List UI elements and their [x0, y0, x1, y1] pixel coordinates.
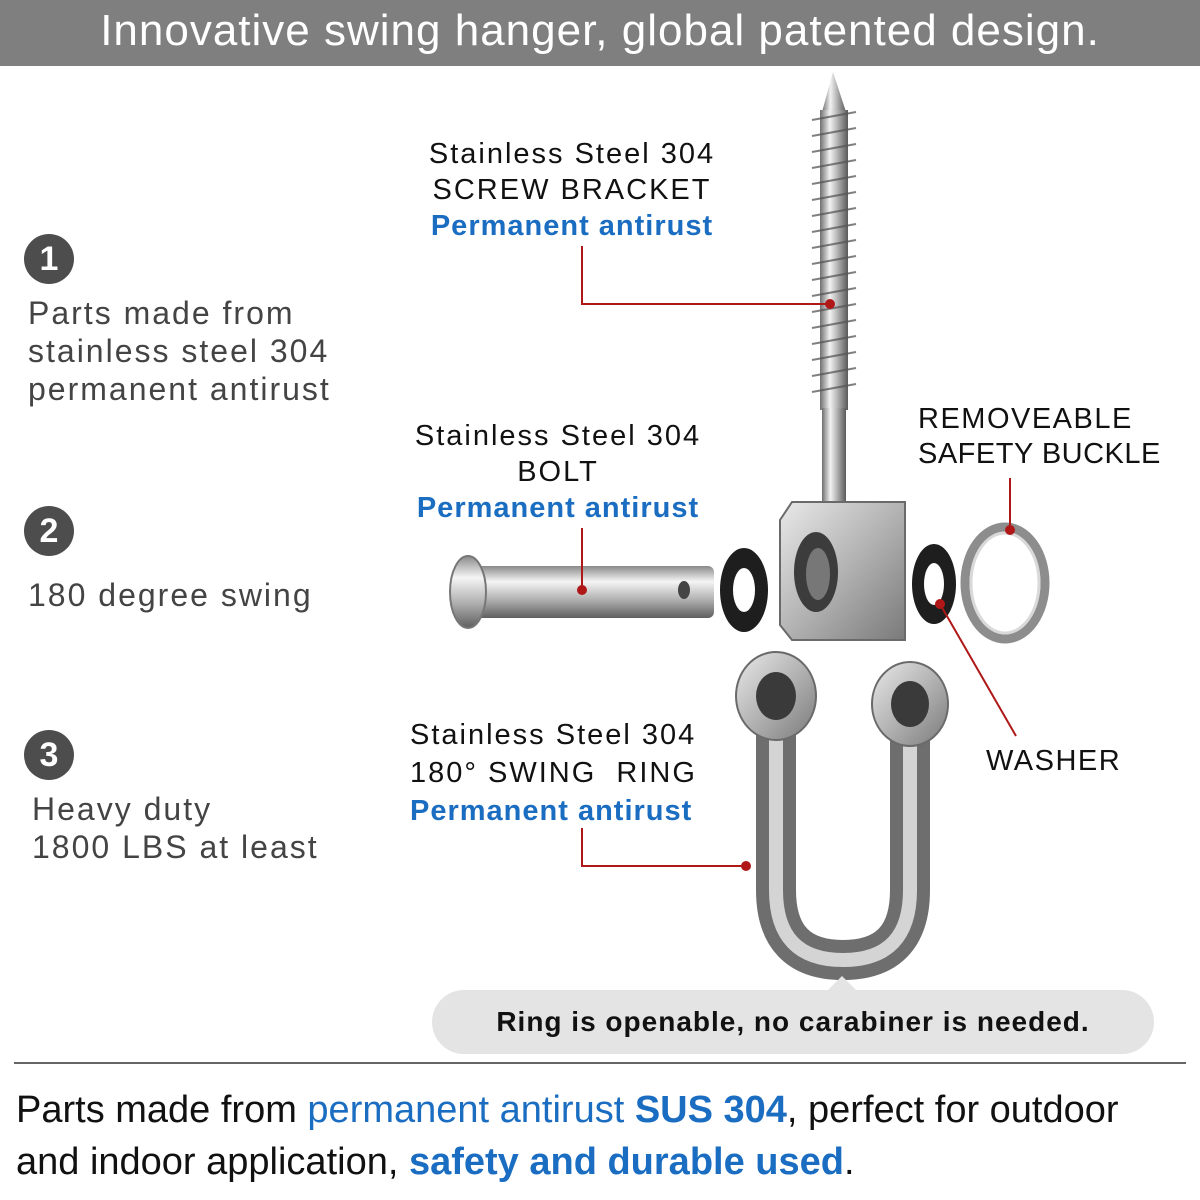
feature-number-badge: 3: [24, 730, 74, 780]
footer-part: , perfect for outdoor and indoor application,: [16, 1089, 1119, 1183]
feature-number-badge: 2: [24, 506, 74, 556]
label-line: SAFETY BUCKLE: [918, 438, 1161, 470]
screw-bracket-part: [780, 72, 905, 640]
safety-buckle-part: [965, 527, 1045, 639]
label-line: WASHER: [986, 745, 1122, 777]
label-part-name: SCREW BRACKET: [432, 174, 712, 206]
footer-highlight: permanent antirust: [307, 1089, 635, 1131]
label-material: Stainless Steel 304: [410, 719, 697, 751]
footer-highlight-bold: safety and durable used: [408, 1141, 844, 1183]
label-part-name: 180° SWING RING: [410, 757, 697, 789]
label-feature: Permanent antirust: [416, 492, 700, 524]
feature-number-badge: 1: [24, 234, 74, 284]
label-line: REMOVEABLE: [918, 403, 1133, 435]
footer-part: Parts made from: [16, 1089, 308, 1131]
bolt-label: [380, 418, 736, 526]
feature-text: Heavy duty 1800 LBS at least: [32, 791, 319, 865]
label-part-name: BOLT: [517, 456, 599, 488]
footer-highlight-bold: SUS 304: [634, 1089, 787, 1131]
divider: [14, 1062, 1186, 1064]
page-title: Innovative swing hanger, global patented design.: [100, 6, 1100, 55]
label-feature: Permanent antirust: [410, 795, 693, 827]
label-feature: Permanent antirust: [430, 210, 714, 242]
label-material: Stainless Steel 304: [428, 138, 716, 170]
footer-text: [16, 1084, 1188, 1188]
callout-text: Ring is openable, no carabiner is needed.: [496, 1006, 1090, 1037]
swing-ring-part: [736, 652, 948, 960]
feature-text: Parts made from stainless steel 304 permanent antirust: [28, 295, 331, 407]
footer-part: .: [843, 1141, 855, 1183]
screw-bracket-label: [392, 136, 752, 244]
safety-buckle-label: [918, 402, 1161, 472]
swing-ring-label: [396, 716, 732, 830]
callout-bubble: [432, 990, 1154, 1054]
washer-label: [986, 744, 1121, 779]
label-material: Stainless Steel 304: [414, 420, 702, 452]
feature-text: 180 degree swing: [28, 577, 313, 613]
